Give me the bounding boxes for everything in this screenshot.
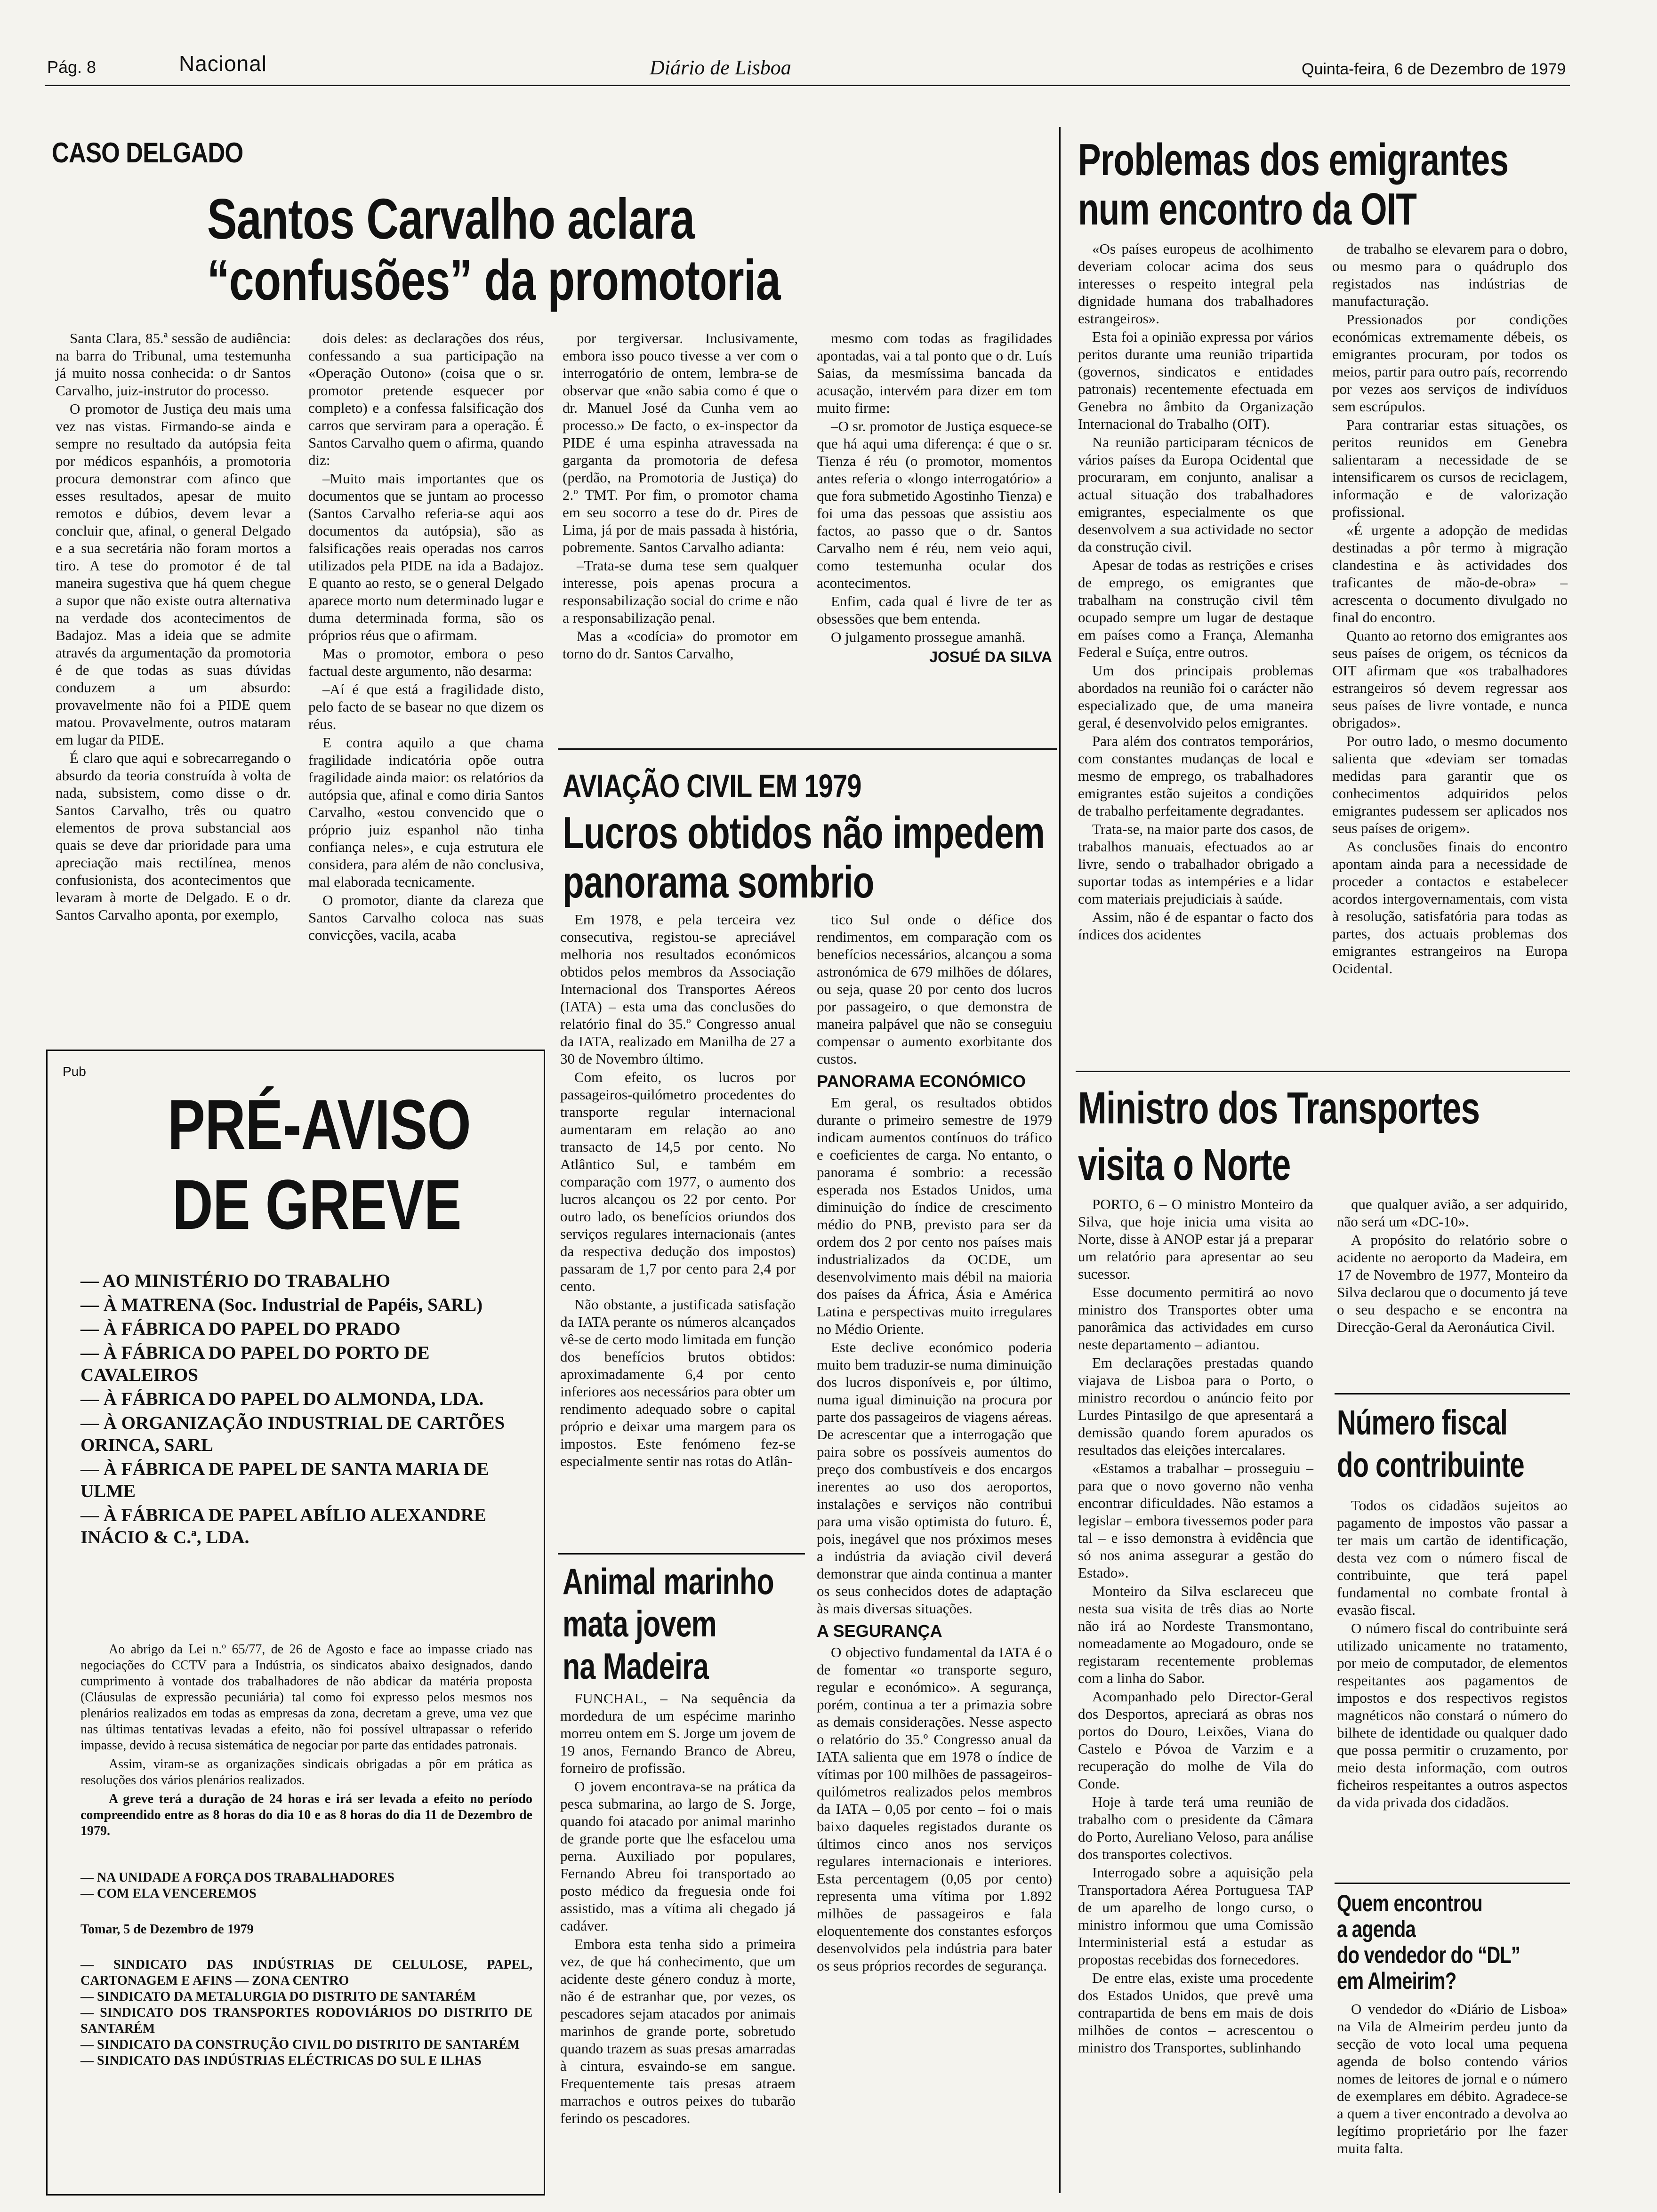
greve-body: Ao abrigo da Lei n.º 65/77, de 26 de Agosto e face ao impasse criado nas negociações do CCTV para a Indústria, os sindicatos abaixo designados, dando cumprimento à vontade dos trabalhadores de não abdicar da matéria proposta (Cláusulas de expressão pecuniária) tal como foi expresso pelos mesmos nos plenários realizados em todas as empresas da zona, decretam a greve, uma vez que nas últimas tentativas levadas a efeito, não foi possível ultrapassar o referido impasse, devido à recusa sistemática de negociar por parte das entidades patronais. Assim, viram-se as organizações sindicais obrigadas a pôr em prática as resoluções dos vários plenários realizados. A greve terá a duração de 24 horas e irá ser levada a efeito no período compreendido entre as 8 horas do dia 10 e as 8 horas do dia 11 de Dezembro de 1979. <box>80 1642 532 1838</box>
ministro-col-2: que qualquer avião, a ser adquirido, não será um «DC-10». A propósito do relatório sobre o acidente no aeroporto da Madeira, em 17 de Novembro de 1977, Monteiro da Silva declarou que o documento já teve o seu despacho e se encontra na Direcção-Geral da Aeronáutica Civil. <box>1337 1196 1568 1335</box>
ministro-col-1: PORTO, 6 – O ministro Monteiro da Silva, que hoje inicia uma visita ao Norte, disse à ANOP estar já a preparar um relatório para apresentar ao seu sucessor. Esse documento permitirá ao novo ministro dos Transportes obter uma panorâmica das actividades em curso neste departamento – adiantou. Em declarações prestadas quando viajava de Lisboa para o Porto, o ministro recordou o anúncio feito por Lurdes Pintasilgo de que apresentará a demissão quando forem apurados os resultados das eleições intercalares. «Estamos a trabalhar – prosseguiu – para que o novo governo não venha encontrar dificuldades. Não estamos a legislar – embora tivessemos poder para tal – e isso demonstra à evidência que só nos anima assegurar a gestão do Estado». Monteiro da Silva esclareceu que nesta sua visita de três dias ao Norte não irá ao Nordeste Transmontano, nomeadamente ao Mogadouro, onde se registaram recentemente problemas com a linha do Sabor. Acompanhado pelo Director-Geral dos Desportos, apreciará as obras nos portos do Douro, Leixões, Viana do Castelo e Póvoa de Varzim e a recuperação do molhe de Vila do Conde. Hoje à tarde terá uma reunião de trabalho com o presidente da Câmara do Porto, Aureliano Veloso, para análise dos transportes colectivos. Interrogado sobre a aquisição pela Transportadora Aérea Portuguesa TAP de um aparelho de longo curso, o ministro informou que uma Comissão Interministerial está a estudar as propostas recebidas dos fornecedores. De entre elas, existe uma procedente dos Estados Unidos, que prevê uma contrapartida de bens em mais de dois milhões de contos – acrescentou o ministro dos Transportes, sublinhando <box>1078 1196 1313 2056</box>
caso-delgado-col-3: por tergiversar. Inclusivamente, embora isso pouco tivesse a ver com o interrogatório de ontem, lembra-se de observar que «não sabia como é que o dr. Manuel José da Cunha vem ao processo.» De facto, o ex-inspector da PIDE é uma espinha atravessada na garganta da promotoria de defesa (perdão, na Promotoria de Justiça) do 2.º TMT. Por fim, o promotor chama em seu socorro a tese do dr. Pires de Lima, já por de mais passada à história, pobremente. Santos Carvalho adianta: –Trata-se duma tese sem qualquer interesse, pois apenas procura a responsabilização social do crime e não a responsabilização penal. Mas a «codícia» do promotor em torno do dr. Santos Carvalho, <box>563 330 798 662</box>
emigrantes-title-1: Problemas dos emigrantes <box>1078 135 1509 185</box>
quem-title-1: Quem encontrou <box>1337 1890 1482 1916</box>
animal-title-2: mata jovem <box>563 1603 716 1644</box>
greve-ad-box <box>46 1050 545 2196</box>
divider-main-right <box>1059 127 1061 2193</box>
ministro-title-2: visita o Norte <box>1078 1139 1291 1190</box>
emigrantes-title-2: num encontro da OIT <box>1078 184 1417 234</box>
animal-title-3: na Madeira <box>563 1645 709 1687</box>
caso-delgado-title-1: Santos Carvalho aclara <box>207 187 695 251</box>
fiscal-top-rule <box>1335 1393 1570 1395</box>
fiscal-text: Todos os cidadãos sujeitos ao pagamento de impostos vão passar a ter mais um cartão de identificação, desta vez com o número fiscal de contribuinte, que terá papel fundamental no combate frontal à evasão fiscal. O número fiscal do contribuinte será utilizado unicamente no tratamento, por meio de computador, de elementos respeitantes aos pagamentos de impostos e dos respectivos registos magnéticos não constará o número do bilhete de identidade ou qualquer dado que possa permitir o cruzamento, por meio desta informação, com outros ficheiros respeitantes a outros aspectos da vida privada dos cidadãos. <box>1337 1497 1568 1811</box>
aviacao-col-2: tico Sul onde o défice dos rendimentos, em comparação com os benefícios necessários, alcançou a soma astronómica de 679 milhões de dólares, ou seja, quase 20 por cento dos lucros por passageiro, o que demonstra de maneira palpável que não se conseguiu compensar o aumento exorbitante dos custos. PANORAMA ECONÓMICO Em geral, os resultados obtidos durante o primeiro semestre de 1979 indicam aumentos contínuos do tráfico e coeficientes de carga. No entanto, o panorama é sombrio: a recessão esperada nos Estados Unidos, uma diminuição do índice de crescimento médio do PNB, previsto para ser da ordem dos 2 por cento nos países mais industrializados da OCDE, um desenvolvimento mais débil na maioria dos países da África, Ásia e América Latina e perspectivas muito irregulares no Médio Oriente. Este declive económico poderia muito bem traduzir-se numa diminuição dos lucros disponíveis e, por último, numa igual diminuição na procura por parte dos passageiros de viagens aéreas. De acrescentar que a interrogação que paira sobre os possíveis aumentos do preço dos combustíveis e dos encargos inerentes ao uso dos aeroportos, instalações e serviços não contribui para uma visão optimista do futuro. É, pois, inegável que nos próximos meses a indústria da aviação civil deverá demonstrar que ainda continua a manter os seus conhecidos dotes de adaptação às mais diversas situações. A SEGURANÇA O objectivo fundamental da IATA é o de fomentar «o transporte seguro, regular e económico». A segurança, porém, continua a ter a primazia sobre as demais considerações. Nesse aspecto o relatório do 35.º Congresso anual da IATA salienta que em 1978 o índice de vítimas por 100 milhões de passageiros-quilómetros realizados pelos membros da IATA – 0,05 por cento – foi o mais baixo daqueles registados durante os últimos cinco anos nos serviços regulares internacionais e interiores. Esta percentagem (0,05 por cento) representa uma vítima por 1.892 milhões de passageiros e fala eloquentemente dos constantes esforços desenvolvidos pela indústria para bater os seus próprios recordes de segurança. <box>817 911 1052 1974</box>
fiscal-title-2: do contribuinte <box>1337 1445 1524 1484</box>
quem-title-4: em Almeirim? <box>1337 1968 1456 1994</box>
caso-delgado-title-2: “confusões” da promotoria <box>207 248 780 312</box>
greve-title-2: DE GREVE <box>172 1165 461 1244</box>
animal-top-rule <box>558 1553 805 1555</box>
caso-delgado-signature: JOSUÉ DA SILVA <box>929 649 1052 665</box>
caso-delgado-col-2: dois deles: as declarações dos réus, confessando a sua participação na «Operação Outono» (coisa que o sr. promotor pretende esquecer por completo) e a confessa falsificação dos carros que serviram para a operação. É Santos Carvalho quem o afirma, quando diz: –Muito mais importantes que os documentos que se juntam ao processo (Santos Carvalho referia-se aqui aos documentos da autópsia), são as falsificações reais operadas nos carros utilizados pela PIDE na ida a Badajoz. E quanto ao resto, se o general Delgado aparece morto num determinado lugar e duma determinada forma, são os próprios réus que o afirmam. Mas o promotor, embora o peso factual deste argumento, não desarma: –Aí é que está a fragilidade disto, pelo facto de se basear no que dizem os réus. E contra aquilo a que chama fragilidade indicatória opõe outra fragilidade ainda maior: os relatórios da autópsia que, afinal e como diria Santos Carvalho, «estou convencido que o próprio juiz espanhol não tinha confiança neles», e cuja estrutura ele considera, para além de não conclusiva, mal elaborada tecnicamente. O promotor, diante da clareza que Santos Carvalho coloca nas suas convicções, vacila, acaba <box>308 330 544 943</box>
quem-title-2: a agenda <box>1337 1916 1416 1942</box>
greve-slogans: — NA UNIDADE A FORÇA DOS TRABALHADORES — COM ELA VENCEREMOS <box>80 1870 394 1901</box>
ministro-title-1: Ministro dos Transportes <box>1078 1083 1480 1133</box>
aviacao-kicker: AVIAÇÃO CIVIL EM 1979 <box>563 768 861 804</box>
quem-top-rule <box>1335 1883 1570 1884</box>
caso-delgado-col-4: mesmo com todas as fragilidades apontadas, vai a tal ponto que o dr. Luís Saias, da mesmíssima bancada da acusação, intervém para dizer em tom muito firme: –O sr. promotor de Justiça esquece-se que há aqui uma diferença: é que o sr. Tienza é réu (o promotor, momentos antes referia o «longo interrogatório» a que fora submetido Agostinho Tienza) e foi uma das pessoas que assistiu aos factos, ao passo que o dr. Santos Carvalho nem é réu, nem veio aqui, como testemunha ocular dos acontecimentos. Enfim, cada qual é livre de ter as obsessões que bem entenda. O julgamento prossegue amanhã. JOSUÉ DA SILVA <box>817 330 1052 665</box>
pub-label: Pub <box>63 1064 86 1079</box>
section-name: Nacional <box>179 51 267 76</box>
emigrantes-col-1: «Os países europeus de acolhimento deveriam colocar acima dos seus interesses o respeito integral pela dignidade humana dos trabalhadores estrangeiros». Esta foi a opinião expressa por vários peritos durante uma reunião tripartida (governos, sindicatos e entidades patronais) recentemente efectuada em Genebra no âmbito da Organização Internacional do Trabalho (OIT). Na reunião participaram técnicos de vários países da Europa Ocidental que procuraram, em conjunto, analisar a actual situação dos trabalhadores emigrantes, especialmente os que desenvolvem a sua actividade no sector da construção civil. Apesar de todas as restrições e crises de emprego, os emigrantes que trabalham na construção civil têm ocupado sempre um lugar de destaque em países como a França, Alemanha Federal e Suíça, entre outros. Um dos principais problemas abordados na reunião foi o carácter não especializado que, de uma maneira geral, é desenvolvido pelos emigrantes. Para além dos contratos temporários, com constantes mudanças de local e mesmo de emprego, os trabalhadores emigrantes estão sujeitos a condições de trabalho perfeitamente degradantes. Trata-se, na maior parte dos casos, de trabalhos manuais, efectuados ao ar livre, sendo o trabalhador obrigado a suportar todas as intempéries e a lidar com materiais prejudiciais à saúde. Assim, não é de espantar o facto dos índices dos acidentes <box>1078 240 1313 943</box>
quem-text: O vendedor do «Diário de Lisboa» na Vila de Almeirim perdeu junto da secção de voto local uma pequena agenda de bolso contendo vários nomes de leitores de jornal e o número de exemplares em débito. Agradece-se a quem a tiver encontrado a devolva ao legítimo proprietário por lhe fazer muita falta. <box>1337 2001 1568 2156</box>
caso-delgado-col-1: Santa Clara, 85.ª sessão de audiência: na barra do Tribunal, uma testemunha já muito nossa conhecida: o dr Santos Carvalho, juiz-instrutor do processo. O promotor de Justiça deu mais uma vez nas vistas. Firmando-se ainda e sempre no resultado da autópsia feita por médicos espanhóis, a promotoria procura demonstrar com afinco que esses resultados, apesar de muito remotos e dúbios, devem levar a concluir que, afinal, o general Delgado e a sua secretária não foram mortos a tiro. A tese do promotor é de tal maneira sugestiva que há quem chegue a supor que não existe outra alternativa na verdade dos acontecimentos de Badajoz. Mas a ideia que se admite através da argumentação da promotoria é de que todas as suas dúvidas conduzem a um absurdo: provavelmente não foi a PIDE quem matou. Provavelmente, outros mataram em lugar da PIDE. É claro que aqui e sobrecarregando o absurdo da teoria construída à volta de nada, subsistem, como disse o dr. Santos Carvalho, três ou quatro elementos de prova substancial aos quais se deve dar prioridade para uma apreciação mais rectilínea, menos confusionista, dos acontecimentos que levaram à morte de Delgado. E o dr. Santos Carvalho aponta, por exemplo, <box>56 330 291 923</box>
masthead: Diário de Lisboa <box>650 56 791 79</box>
quem-title-3: do vendedor do “DL” <box>1337 1942 1520 1968</box>
animal-text: FUNCHAL, – Na sequência da mordedura de um espécime marinho morreu ontem em S. Jorge um jovem de 19 anos, Fernando Branco de Abreu, forneiro de profissão. O jovem encontrava-se na prática da pesca submarina, ao largo de S. Jorge, quando foi atacado por animal marinho de grande porte que lhe esfacelou uma perna. Auxiliado por populares, Fernando Abreu foi transportado ao posto médico da freguesia onde foi assistido, mas a vítima ali chegado já cadáver. Embora esta tenha sido a primeira vez, de que há conhecimento, que um acidente deste género conduz à morte, não é de estranhar que, por vezes, os pescadores sejam atacados por animais marinhos de grande porte, sobretudo quando trazem as suas presas amarradas à cintura, esvaindo-se em sangue. Frequentemente tais presas atraem marrachos e outros peixes do tubarão ferindo os pescadores. <box>560 1690 796 2126</box>
aviacao-subhead-seguranca: A SEGURANÇA <box>817 1621 942 1641</box>
aviacao-title-1: Lucros obtidos não impedem <box>563 808 1045 858</box>
aviacao-title-2: panorama sombrio <box>563 857 874 907</box>
greve-recipients: — AO MINISTÉRIO DO TRABALHO — À MATRENA (Soc. Industrial de Papéis, SARL) — À FÁBRICA DO PAPEL DO PRADO — À FÁBRICA DO PAPEL DO PORTO DE CAVALEIROS — À FÁBRICA DO PAPEL DO ALMONDA, LDA. — À ORGANIZAÇÃO INDUSTRIAL DE CARTÕES ORINCA, SARL — À FÁBRICA DE PAPEL DE SANTA MARIA DE ULME — À FÁBRICA DE PAPEL ABÍLIO ALEXANDRE INÁCIO & C.ª, LDA. <box>80 1271 505 1547</box>
emigrantes-col-2: de trabalho se elevarem para o dobro, ou mesmo para o quádruplo dos registados nas indústrias de manufacturação. Pressionados por condições económicas extremamente débeis, os emigrantes procuram, por todos os meios, partir para outro país, recorrendo por vezes aos serviços de indivíduos sem escrúpulos. Para contrariar estas situações, os peritos reunidos em Genebra salientaram a necessidade de se intensificarem os cursos de reciclagem, informação e de valorização profissional. «É urgente a adopção de medidas destinadas a pôr termo à migração clandestina e às actividades dos traficantes de mão-de-obra» – acrescenta o documento divulgado no final do encontro. Quanto ao retorno dos emigrantes aos seus países de origem, os técnicos da OIT afirmam que «os trabalhadores estrangeiros só devem regressar aos seus países de livre vontade, e nunca obrigados». Por outro lado, o mesmo documento salienta que «deviam ser tomadas medidas para garantir que os conhecimentos adquiridos pelos emigrantes pudessem ser aplicados nos seus países de origem». As conclusões finais do encontro apontam ainda para a necessidade de proceder a contactos e estabelecer acordos intergovernamentais, com vista à resolução, satisfatória para todas as partes, dos actuais problemas dos emigrantes estrangeiros na Europa Ocidental. <box>1332 240 1568 977</box>
aviacao-col-1: Em 1978, e pela terceira vez consecutiva, registou-se apreciável melhoria nos resultados económicos obtidos pelos membros da Associação Internacional dos Transportes Aéreos (IATA) – esta uma das conclusões do relatório final do 35.º Congresso anual da IATA, realizado em Manilha de 27 a 30 de Novembro último. Com efeito, os lucros por passageiros-quilómetro procedentes do transporte regular internacional aumentaram em relação ao ano transacto de 14,5 por cento. No Atlântico Sul, e também em comparação com 1977, o aumento dos lucros alcançou os 22 por cento. Por outro lado, os benefícios oriundos dos serviços regulares internacionais (antes da respectiva dedução dos impostos) passaram de 1,7 por cento para 2,4 por cento. Não obstante, a justificada satisfação da IATA perante os números alcançados vê-se de certo modo limitada em função dos benefícios brutos obtidos: aproximadamente 6,4 por cento inferiores aos necessários para obter um rendimento adequado sobre o capital próprio e deixar uma margem para os impostos. Este fenómeno fez-se especialmente sentir nas rotas do Atlân- <box>560 911 796 1469</box>
greve-unions: — SINDICATO DAS INDÚSTRIAS DE CELULOSE, PAPEL, CARTONAGEM E AFINS — ZONA CENTRO — SINDICATO DA METALURGIA DO DISTRITO DE SANTARÉM — SINDICATO DOS TRANSPORTES RODOVIÁRIOS DO DISTRITO DE SANTARÉM — SINDICATO DA CONSTRUÇÃO CIVIL DO DISTRITO DE SANTARÉM — SINDICATO DAS INDÚSTRIAS ELÉCTRICAS DO SUL E ILHAS <box>80 1957 532 2068</box>
ministro-top-rule <box>1076 1071 1570 1072</box>
greve-title-1: PRÉ-AVISO <box>168 1085 471 1164</box>
fiscal-title-1: Número fiscal <box>1337 1403 1508 1442</box>
issue-date: Quinta-feira, 6 de Dezembro de 1979 <box>1302 60 1566 78</box>
greve-place-date: Tomar, 5 de Dezembro de 1979 <box>80 1922 254 1937</box>
header-rule <box>45 85 1570 86</box>
aviacao-subhead-economico: PANORAMA ECONÓMICO <box>817 1072 1026 1091</box>
page-number: Pág. 8 <box>47 57 97 77</box>
aviacao-top-rule <box>558 748 1057 750</box>
animal-title-1: Animal marinho <box>563 1561 774 1602</box>
caso-delgado-kicker: CASO DELGADO <box>52 137 243 168</box>
